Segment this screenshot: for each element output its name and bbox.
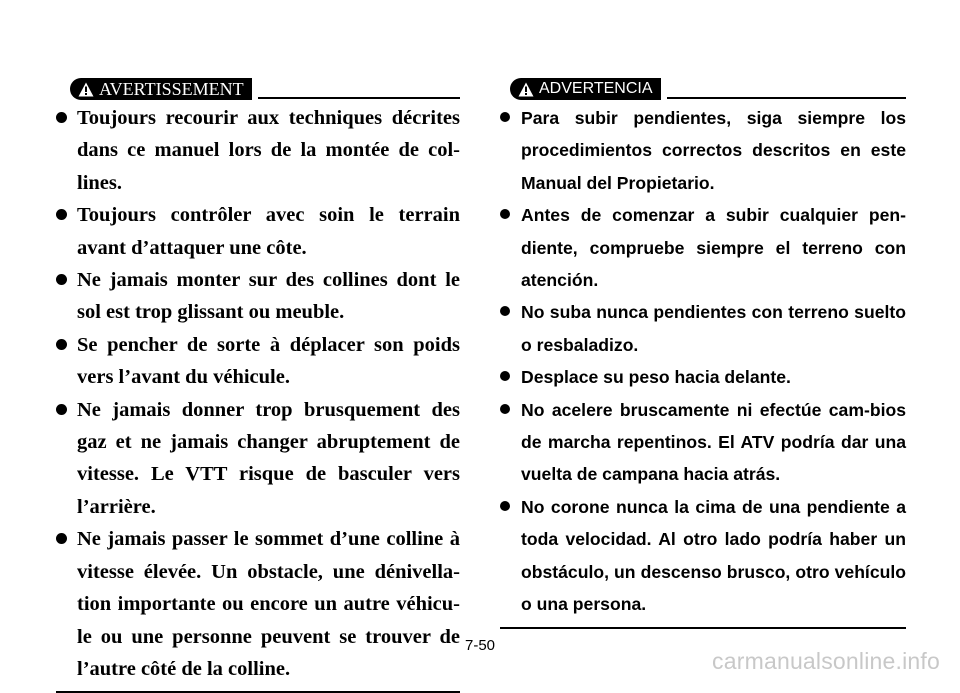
list-item: No corone nunca la cima de una pendiente a toda velocidad. Al otro lado podría haber un obstáculo, un descenso brusco, otro vehículo o una persona.: [500, 491, 906, 621]
section-end-rule: [500, 627, 906, 629]
warning-header-label: AVERTISSEMENT: [99, 78, 244, 99]
bullet-dot-icon: [500, 209, 510, 219]
list-item: Ne jamais passer le sommet d’une colline à vitesse élevée. Un obstacle, une dénivella-tion importante ou encore un autre véhicu-le ou une personne peuvent se trouver de l’autre côté de la colline.: [56, 523, 460, 685]
bullet-dot-icon: [56, 404, 67, 415]
header-rule: [667, 79, 906, 99]
warning-header: [56, 78, 460, 100]
warning-triangle-icon: [78, 82, 94, 97]
list-item: Ne jamais donner trop brusquement des gaz et ne jamais changer abruptement de vitesse. Le VTT risque de basculer vers l’arrière.: [56, 394, 460, 524]
bullet-dot-icon: [56, 339, 67, 350]
list-item: Antes de comenzar a subir cualquier pen-diente, compruebe siempre el terreno con atención.: [500, 199, 906, 296]
list-item: Se pencher de sorte à déplacer son poids vers l’avant du véhicule.: [56, 329, 460, 394]
bullet-dot-icon: [500, 112, 510, 122]
warning-triangle-icon: [518, 82, 534, 97]
bullet-dot-icon: [56, 533, 67, 544]
list-item: Desplace su peso hacia delante.: [500, 361, 906, 393]
warning-list: [56, 102, 460, 685]
bullet-dot-icon: [500, 306, 510, 316]
warning-section-spanish: [500, 78, 906, 629]
warning-badge: [510, 78, 661, 100]
bullet-dot-icon: [500, 371, 510, 381]
list-item: Para subir pendientes, siga siempre los procedimientos correctos descritos en este Manual del Propietario.: [500, 102, 906, 199]
bullet-dot-icon: [500, 404, 510, 414]
list-item: No suba nunca pendientes con terreno suelto o resbaladizo.: [500, 296, 906, 361]
list-item: No acelere bruscamente ni efectúe cam-bios de marcha repentinos. El ATV podría dar una vuelta de campana hacia atrás.: [500, 394, 906, 491]
bullet-dot-icon: [56, 274, 67, 285]
list-item: Toujours contrôler avec soin le terrain avant d’attaquer une côte.: [56, 199, 460, 264]
bullet-dot-icon: [56, 112, 67, 123]
bullet-dot-icon: [56, 209, 67, 220]
warning-section-french: [56, 78, 460, 693]
header-rule: [258, 79, 460, 99]
warning-header: [500, 78, 906, 100]
list-item: Toujours recourir aux techniques décrites dans ce manuel lors de la montée de col-lines.: [56, 102, 460, 199]
warning-list: [500, 102, 906, 621]
warning-header-label: ADVERTENCIA: [539, 79, 653, 97]
list-item: Ne jamais monter sur des collines dont le sol est trop glissant ou meuble.: [56, 264, 460, 329]
warning-badge: [70, 78, 252, 100]
bullet-dot-icon: [500, 501, 510, 511]
page-number: 7-50: [464, 637, 496, 654]
watermark: carmanualsonline.info: [712, 648, 940, 674]
